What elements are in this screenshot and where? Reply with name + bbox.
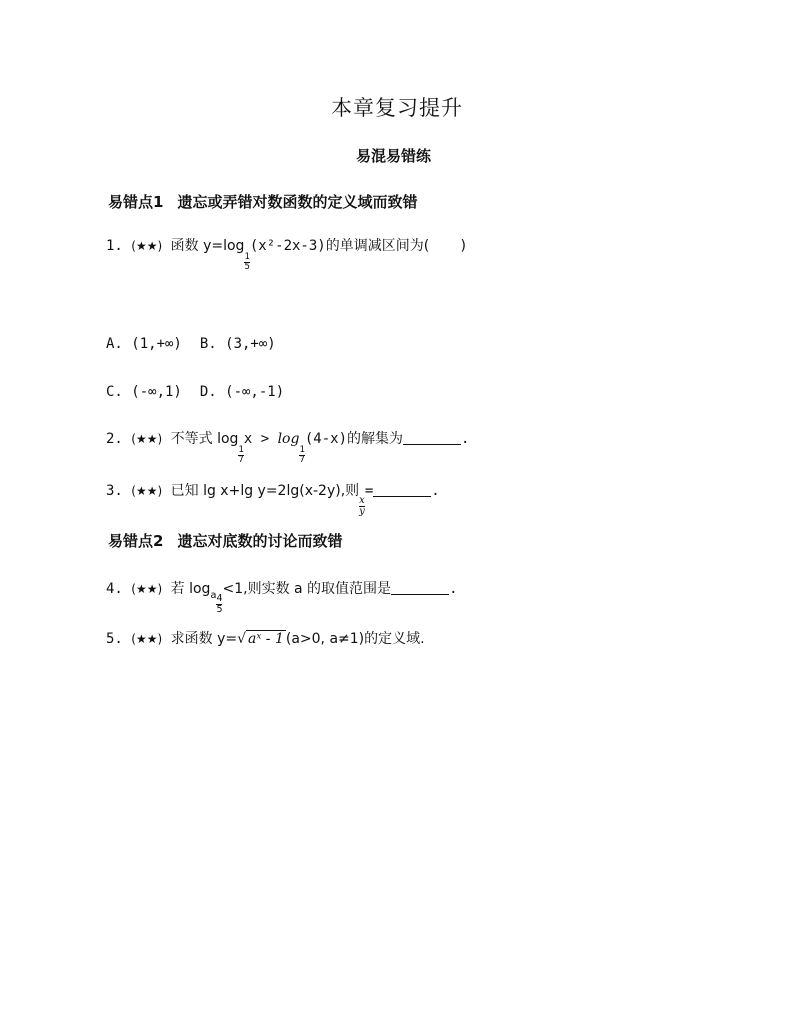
x-over-y-fraction [359,496,365,517]
log-argument: (4-x) [304,431,348,447]
fraction-denominator: y [359,506,365,517]
log-base-fraction [299,446,304,465]
question-number: 4. [106,581,123,597]
log-base: a [210,590,217,601]
options-row-2 [106,384,284,400]
error-point-label: 易错点2 [108,532,164,550]
base-numerator: 1 [299,445,305,455]
difficulty-stars: (★★) [131,239,163,253]
log-base-fraction [238,446,243,465]
error-point-label: 易错点1 [108,193,164,211]
base-numerator: 1 [238,445,244,455]
difficulty-stars: (★★) [131,632,163,646]
difficulty-stars: (★★) [131,484,163,498]
question-text: 已知 lg x+lg y=2lg(x-2y),则 [170,483,360,499]
equals-sign: = [364,483,374,499]
question-text: 若 log [170,581,211,597]
period: . [431,483,440,499]
error-point-text: 遗忘对底数的讨论而致错 [177,532,343,550]
question-2 [106,428,469,465]
fraction-denominator: 5 [216,604,223,615]
answer-blank[interactable] [373,482,431,497]
question-text-tail: <1,则实数 a 的取值范围是 [222,581,392,597]
question-number: 2. [106,431,123,447]
question-number: 1. [106,238,123,254]
question-text: 求函数 y= [170,631,238,647]
error-point-1-heading [108,191,417,212]
question-text-tail: 的解集为 [347,431,404,447]
question-1 [106,235,468,272]
base-denominator: 7 [238,455,244,465]
square-root [237,631,286,647]
answer-blank[interactable] [403,430,461,445]
radicand: aˣ - 1 [248,631,284,647]
fraction-numerator: 4 [216,593,223,604]
base-denominator: 5 [244,262,250,272]
difficulty-stars: (★★) [131,582,163,596]
option-c: C. (-∞,1) [106,384,182,400]
question-text-tail: (a>0, a≠1)的定义域. [285,631,425,647]
log-italic: log [277,431,300,447]
question-3 [106,480,440,517]
question-4 [106,578,458,615]
period: . [449,581,458,597]
log-argument: (x²-2x-3) [249,238,326,254]
section-subtitle: 易混易错练 [356,147,432,165]
answer-paren-close: ) [459,238,468,254]
period: . [461,431,470,447]
page-title: 本章复习提升 [331,96,463,120]
four-fifths-fraction [216,594,222,615]
question-text-tail: 的单调减区间为( [325,238,430,254]
question-text: 不等式 log [170,431,239,447]
answer-blank[interactable] [391,580,449,595]
option-a: A. (1,+∞) [106,336,182,352]
inequality-mid: x > [243,431,270,447]
option-b: B. (3,+∞) [199,336,276,352]
base-numerator: 1 [244,252,250,262]
fraction-numerator: x [359,495,365,506]
radical-sign-icon: √ [237,631,247,647]
option-d: D. (-∞,-1) [199,384,285,400]
log-base-fraction [244,253,249,272]
options-row-1 [106,336,276,352]
question-number: 5. [106,631,123,647]
error-point-2-heading [108,530,342,551]
base-denominator: 7 [299,455,305,465]
error-point-text: 遗忘或弄错对数函数的定义域而致错 [177,193,418,211]
question-text: 函数 y=log [170,238,245,254]
question-number: 3. [106,483,123,499]
difficulty-stars: (★★) [131,432,163,446]
question-5 [106,628,425,648]
